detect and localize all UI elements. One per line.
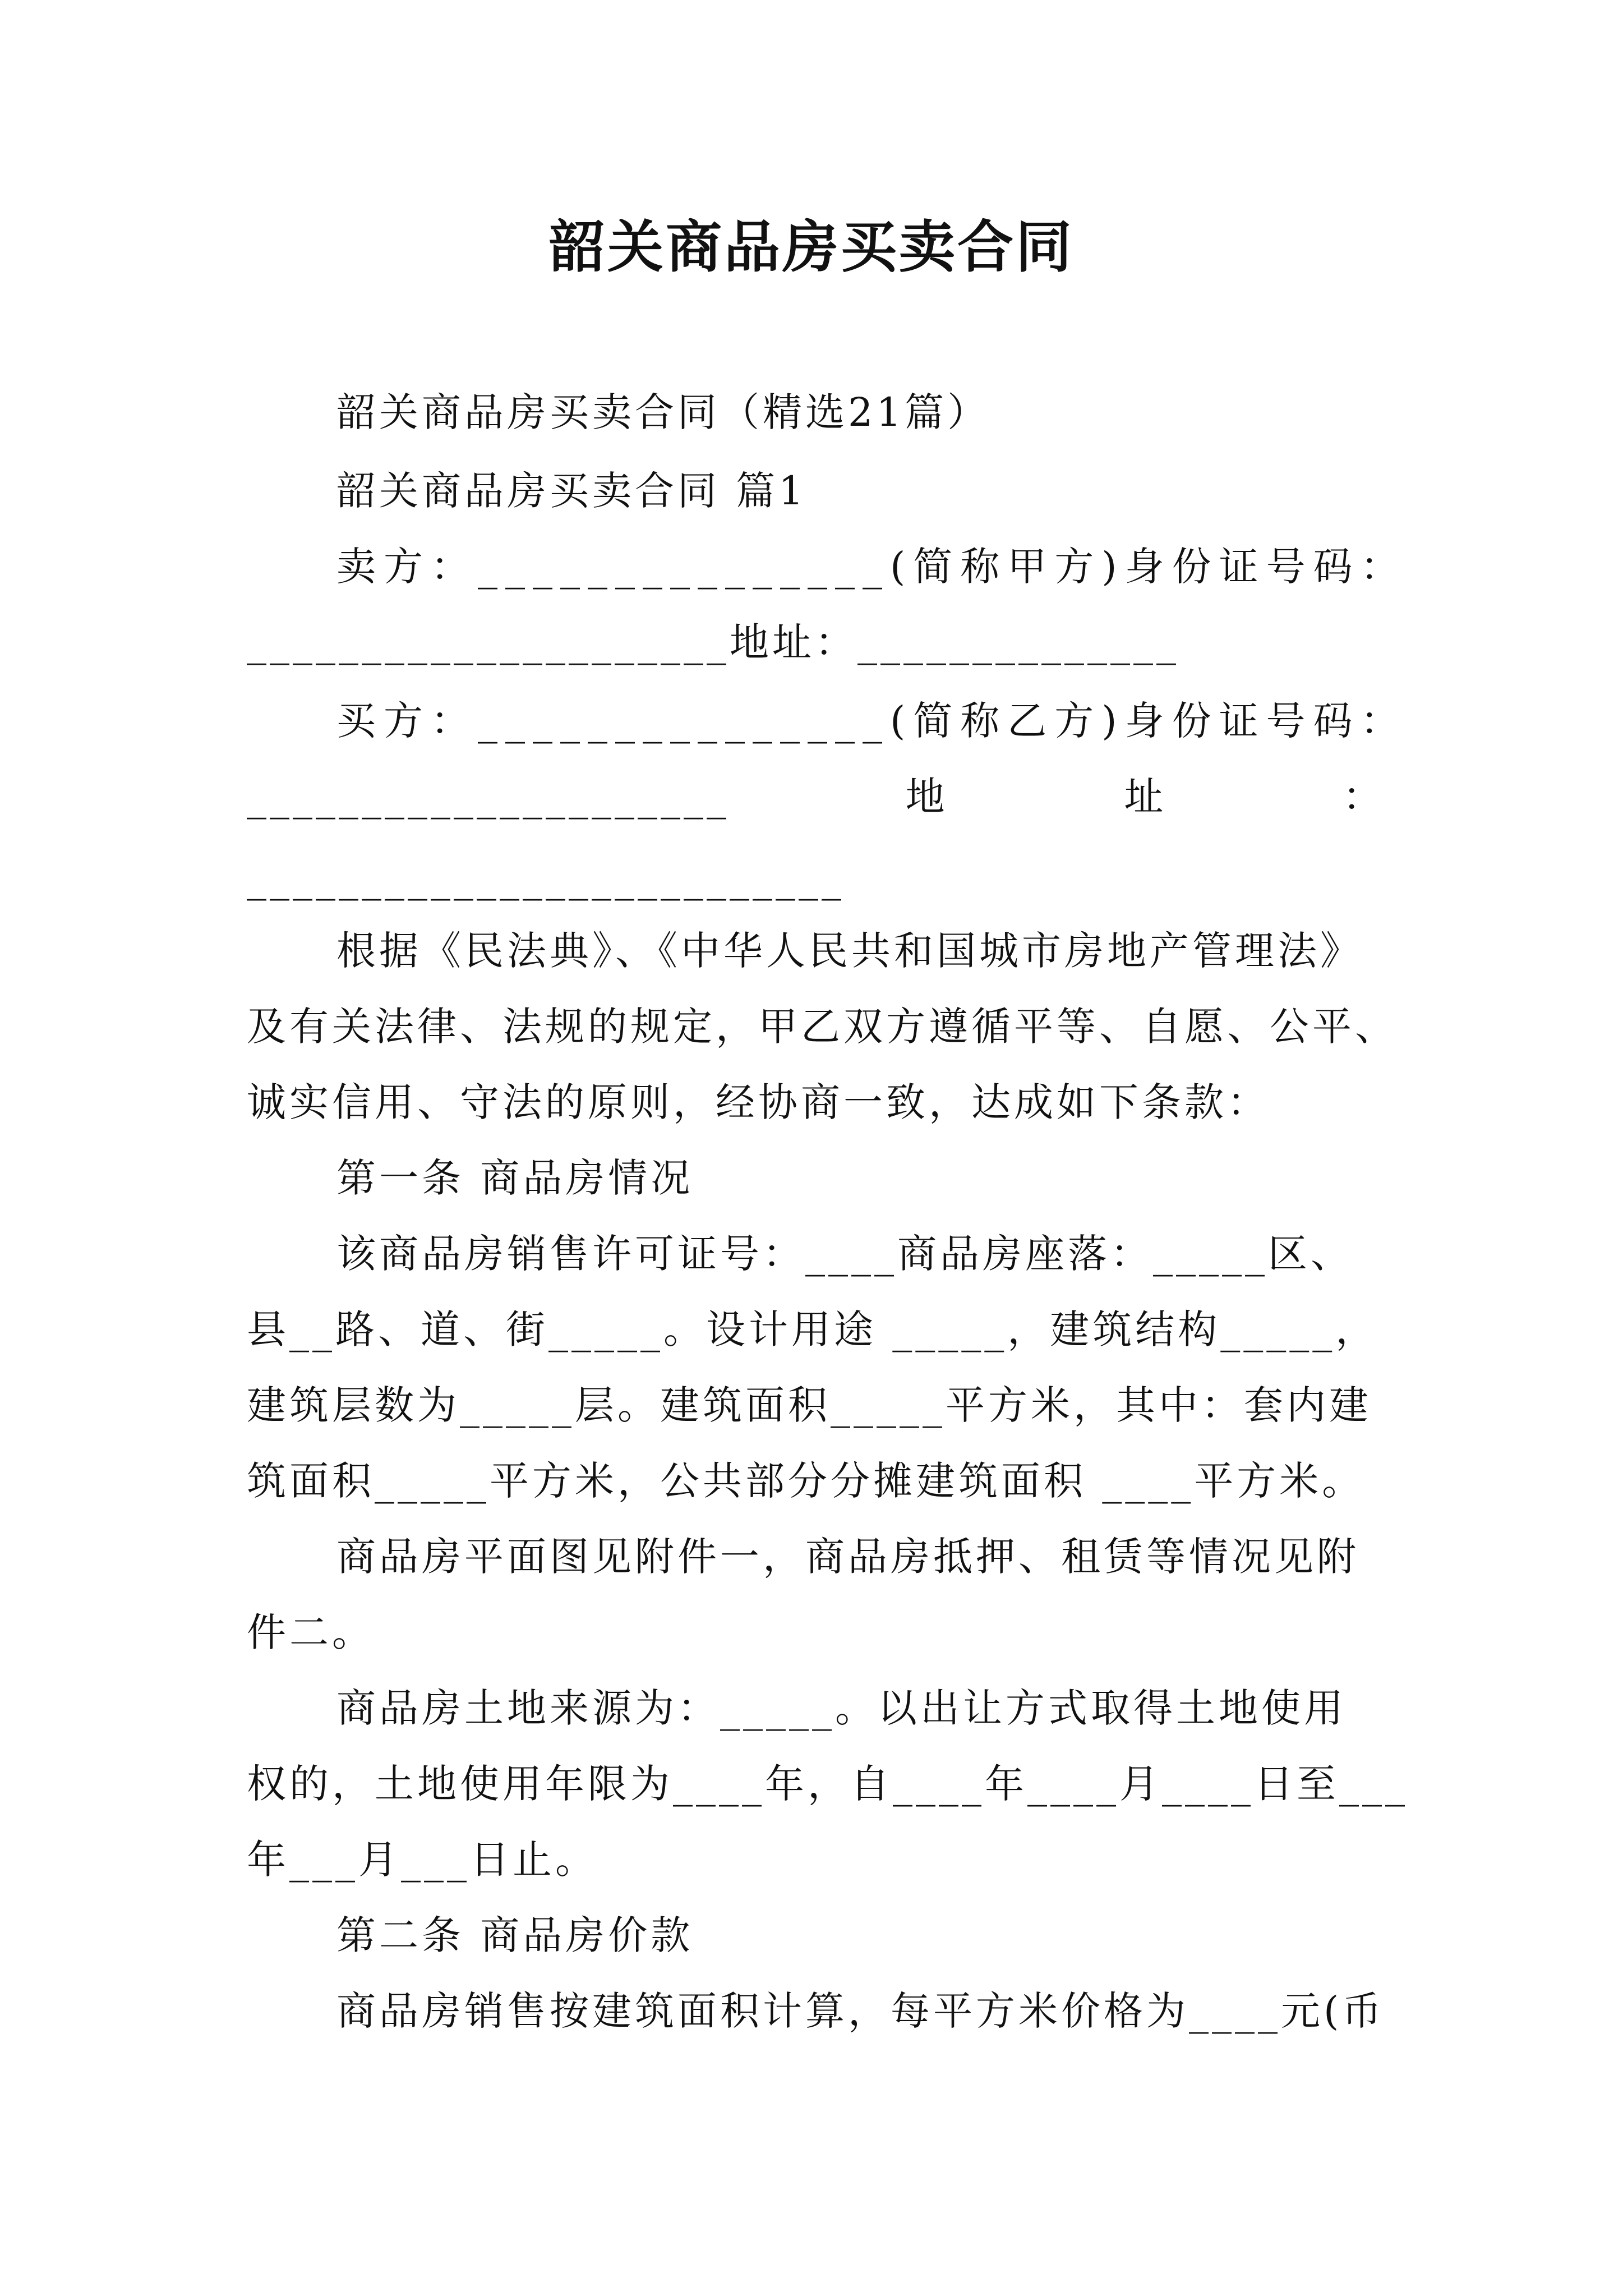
buyer-address-label-1: 地 [905, 774, 948, 820]
seller-line-2: _____________________地址：______________ [247, 619, 1179, 665]
paragraph-line: 件二。 [247, 1609, 375, 1655]
paragraph-line: 商品房土地来源为：_____。以出让方式取得土地使用 [336, 1685, 1347, 1731]
paragraph-line: 该商品房销售许可证号：____商品房座落：_____区、 [336, 1231, 1353, 1277]
paragraph-line: 根据《民法典》、《中华人民共和国城市房地产管理法》 [336, 928, 1363, 974]
paragraph-line: 年___月___日止。 [247, 1837, 598, 1883]
paragraph-line: 权的，土地使用年限为____年，自____年____月____日至___ [247, 1761, 1408, 1807]
buyer-line-1: 买方：_______________(简称乙方)身份证号码： [336, 698, 1408, 744]
paragraph-line: 商品房平面图见附件一，商品房抵押、租赁等情况见附 [336, 1534, 1359, 1580]
paragraph-line: 诚实信用、守法的原则，经协商一致，达成如下条款： [247, 1079, 1270, 1125]
paragraph-line: 筑面积_____平方米，公共部分分摊建筑面积 ____平方米。 [247, 1458, 1365, 1504]
buyer-id-blank: _____________________ [247, 774, 730, 820]
section-heading: 第二条 商品房价款 [336, 1912, 694, 1958]
subtitle: 韶关商品房买卖合同（精选21篇） [336, 389, 990, 435]
seller-line-1: 卖方：_______________(简称甲方)身份证号码： [336, 544, 1408, 590]
paragraph-line: 县__路、道、街_____。设计用途 _____，建筑结构_____， [247, 1306, 1378, 1352]
document-title: 韶关商品房买卖合同 [549, 214, 1074, 280]
buyer-address-label-2: 址 [1124, 774, 1167, 820]
chapter-heading: 韶关商品房买卖合同 篇1 [336, 468, 807, 514]
buyer-line-2 [247, 771, 1385, 822]
paragraph-line: 及有关法律、法规的规定，甲乙双方遵循平等、自愿、公平、 [247, 1004, 1398, 1050]
section-heading: 第一条 商品房情况 [336, 1155, 694, 1201]
buyer-address-colon: ： [1342, 774, 1385, 820]
paragraph-line: 建筑层数为_____层。建筑面积_____平方米，其中：套内建 [247, 1382, 1372, 1428]
buyer-line-3: __________________________ [247, 855, 845, 901]
paragraph-line: 商品房销售按建筑面积计算，每平方米价格为____元(币 [336, 1988, 1385, 2034]
